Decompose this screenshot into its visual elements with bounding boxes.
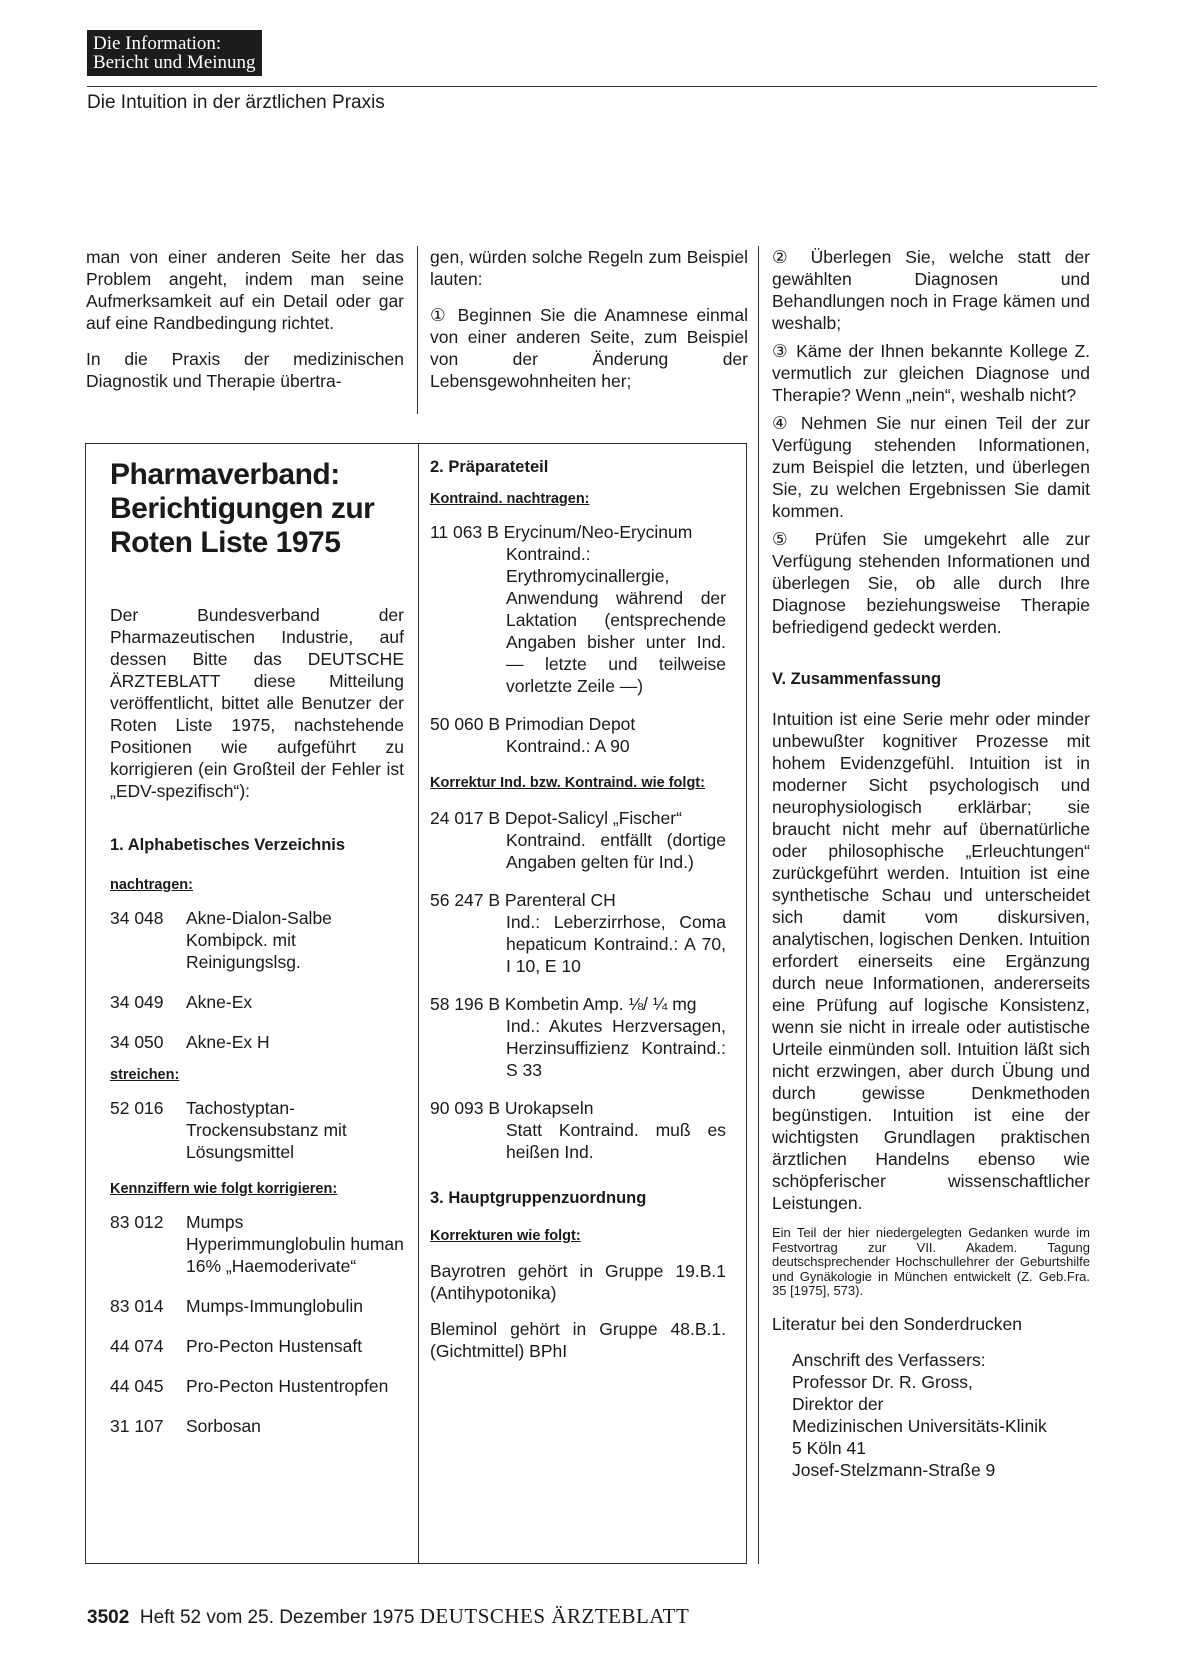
- section-tag: [87, 30, 262, 76]
- list-entry: [110, 1295, 404, 1317]
- subheading: Korrekturen wie folgt:: [430, 1228, 581, 1244]
- entry-text: Akne-Dialon-Salbe Kombipck. mit Reinigungslsg.: [186, 908, 332, 972]
- col1-text: [86, 246, 404, 406]
- entry-text: Tachostyptan-Trockensubstanz mit Lösungsmittel: [186, 1098, 347, 1162]
- product-name: 90 093 B Urokapseln: [430, 1098, 594, 1118]
- list-entry: [110, 1097, 404, 1163]
- notice-title: Pharmaverband: Berichtigungen zur Roten Liste 1975: [110, 458, 375, 559]
- product-correction: Ind.: Leberzirrhose, Coma hepaticum Kontraind.: A 70, I 10, E 10: [506, 912, 726, 976]
- product-name: 58 196 B Kombetin Amp. ⅛/ ¼ mg: [430, 994, 697, 1014]
- product-name: 24 017 B Depot-Salicyl „Fischer“: [430, 808, 682, 828]
- entry-list: [110, 1211, 404, 1437]
- section-heading: 1. Alphabetisches Verzeichnis: [110, 836, 346, 854]
- summary-paragraph: Intuition ist eine Serie mehr oder minder unbewußter kognitiver Prozesse mit hohem Evidenzgefühl. Intuition ist in moderner Sicht psychologisch und neurophysiologisch erklärbar; sie braucht nicht mehr auf übernatürliche oder philosophische „Erleuchtungen“ zurückgeführt werden. Intuition ist eine synthetische Schau und unterscheidet sich damit vom diskursiven, analytischen, logischen Denken. Intuition erfordert einerseits eine Ergänzung durch neue Informationen, andererseits eine Prüfung auf logische Konsistenz, wenn sie nicht in irreale oder autistische Urteile einmünden soll. Intuition läßt sich nicht erzwingen, aber durch Übung und durch gewisse Denkmethoden begünstigen. Intuition ist eine der wichtigsten Grundlagen praktischen ärztlichen Handelns ebenso wie schöpferischer wissenschaftlicher Leistungen.: [772, 709, 1090, 1213]
- product-name: 50 060 B Primodian Depot: [430, 714, 636, 734]
- author-address: [772, 1349, 1090, 1481]
- address-line: 5 Köln 41: [792, 1437, 866, 1458]
- column-rule: [758, 246, 759, 1564]
- product-entry: [430, 993, 726, 1081]
- running-title: Die Intuition in der ärztlichen Praxis: [87, 92, 385, 113]
- product-entry: [430, 713, 726, 757]
- list-entry: [110, 1211, 404, 1277]
- entry-list: [110, 1097, 404, 1163]
- entry-number: 34 049: [110, 992, 164, 1012]
- entry-number: 34 050: [110, 1032, 164, 1052]
- col2-paragraph: ① Beginnen Sie die Anamnese einmal von einer anderen Seite, zum Beispiel von der Änderung der Lebensgewohnheiten her;: [430, 305, 748, 391]
- product-name: 56 247 B Parenteral CH: [430, 890, 616, 910]
- product-entry: [430, 807, 726, 873]
- col3-paragraph: ⑤ Prüfen Sie umgekehrt alle zur Verfügung stehenden Informationen und überlegen Sie, ob alle durch Ihre Diagnose beziehungsweise Therapie befriedigend gedeckt werden.: [772, 529, 1090, 637]
- address-line: Anschrift des Verfassers:: [792, 1349, 986, 1370]
- product-entry: [430, 1097, 726, 1163]
- product-correction: Statt Kontraind. muß es heißen Ind.: [506, 1120, 726, 1162]
- product-correction: Ind.: Akutes Herzversagen, Herzinsuffizienz Kontraind.: S 33: [506, 1016, 726, 1080]
- section-heading: V. Zusammenfassung: [772, 670, 942, 688]
- entry-text: Akne-Ex H: [186, 1032, 270, 1052]
- subheading: Korrektur Ind. bzw. Kontraind. wie folgt:: [430, 775, 705, 791]
- page-number: 3502: [87, 1607, 130, 1628]
- section-tag-line2: Bericht und Meinung: [93, 52, 256, 73]
- entry-list: [430, 807, 726, 1163]
- product-name: 11 063 B Erycinum/Neo-Erycinum: [430, 522, 693, 542]
- address-line: Medizinischen Universitäts-Klinik: [792, 1415, 1047, 1436]
- product-correction: Kontraind.: A 90: [506, 736, 630, 756]
- col3-paragraph: ③ Käme der Ihnen bekannte Kollege Z. vermutlich zur gleichen Diagnose und Therapie? Wenn „nein“, weshalb nicht?: [772, 341, 1090, 405]
- col2-text: [430, 246, 748, 406]
- notice-right-column: [430, 458, 726, 1362]
- entry-number: 31 107: [110, 1416, 164, 1436]
- entry-number: 44 074: [110, 1336, 164, 1356]
- col3-text: [772, 246, 1090, 1481]
- entry-list: [110, 907, 404, 1053]
- entry-number: 83 012: [110, 1212, 164, 1232]
- address-line: Direktor der: [792, 1393, 884, 1414]
- issue-info: Heft 52 vom 25. Dezember 1975: [139, 1607, 415, 1628]
- entry-text: Pro-Pecton Hustensaft: [186, 1336, 363, 1356]
- entry-number: 44 045: [110, 1376, 164, 1396]
- notice-box-divider: [418, 443, 419, 1564]
- section-heading: 3. Hauptgruppenzuordnung: [430, 1189, 647, 1207]
- subheading: nachtragen:: [110, 877, 193, 893]
- list-entry: [110, 907, 404, 973]
- list-entry: [110, 1415, 404, 1437]
- page-footer: [87, 1604, 689, 1629]
- entry-number: 83 014: [110, 1296, 164, 1316]
- entry-list: [430, 521, 726, 757]
- footnote: Ein Teil der hier niedergelegten Gedanken wurde im Festvortrag zur VII. Akadem. Tagung deutschsprechender Hochschullehrer der Geburtshilfe und Gynäkologie in München entwickelt (Z. Geb.Fra. 35 [1975], 573).: [772, 1225, 1090, 1298]
- col3-paragraph: ④ Nehmen Sie nur einen Teil der zur Verfügung stehenden Informationen, zum Beispiel die letzten, und überlegen Sie, zu welchen Ergebnissen Sie damit kommen.: [772, 413, 1090, 521]
- product-entry: [430, 521, 726, 697]
- list-entry: [110, 1375, 404, 1397]
- list-entry: [110, 1031, 404, 1053]
- section-heading: 2. Präparateteil: [430, 458, 549, 476]
- column-rule: [417, 246, 418, 414]
- entry-text: Mumps Hyperimmunglobulin human 16% „Haemoderivate“: [186, 1212, 404, 1276]
- product-correction: Kontraind.: Erythromycinallergie, Anwendung während der Laktation (entsprechende Angaben bisher unter Ind. — letzte und teilweise vorletzte Zeile —): [506, 544, 726, 696]
- entry-text: Mumps-Immunglobulin: [186, 1296, 364, 1316]
- entry-text: Pro-Pecton Hustentropfen: [186, 1376, 389, 1396]
- col1-paragraph: man von einer anderen Seite her das Problem angeht, indem man seine Aufmerksamkeit auf ein Detail oder gar auf eine Randbedingung richtet.: [86, 247, 404, 333]
- list-entry: [110, 991, 404, 1013]
- list-entry: [110, 1335, 404, 1357]
- entry-text: Akne-Ex: [186, 992, 253, 1012]
- literature-note: Literatur bei den Sonderdrucken: [772, 1313, 1023, 1334]
- subheading: Kennziffern wie folgt korrigieren:: [110, 1181, 338, 1197]
- group-correction: Bleminol gehört in Gruppe 48.B.1. (Gichtmittel) BPhI: [430, 1319, 726, 1361]
- address-line: Professor Dr. R. Gross,: [792, 1371, 973, 1392]
- magazine-title: DEUTSCHES ÄRZTEBLATT: [419, 1604, 690, 1628]
- address-line: Josef-Stelzmann-Straße 9: [792, 1459, 996, 1480]
- section-tag-line1: Die Information:: [93, 33, 222, 54]
- col2-paragraph: gen, würden solche Regeln zum Beispiel lauten:: [430, 247, 748, 289]
- col3-paragraph: ② Überlegen Sie, welche statt der gewählten Diagnosen und Behandlungen noch in Frage kämen und weshalb;: [772, 247, 1090, 333]
- subheading: Kontraind. nachtragen:: [430, 491, 590, 507]
- notice-intro: Der Bundesverband der Pharmazeutischen Industrie, auf dessen Bitte das DEUTSCHE ÄRZTEBLATT diese Mitteilung veröffentlicht, bittet alle Benutzer der Roten Liste 1975, nachstehende Positionen wie aufgeführt zu korrigieren (ein Großteil der Fehler ist „EDV-spezifisch“):: [110, 605, 404, 801]
- entry-number: 34 048: [110, 908, 164, 928]
- product-entry: [430, 889, 726, 977]
- header-rule: [87, 86, 1097, 87]
- subheading: streichen:: [110, 1067, 180, 1083]
- group-correction: Bayrotren gehört in Gruppe 19.B.1 (Antihypotonika): [430, 1261, 726, 1303]
- entry-text: Sorbosan: [186, 1416, 261, 1436]
- entry-number: 52 016: [110, 1098, 164, 1118]
- product-correction: Kontraind. entfällt (dortige Angaben gelten für Ind.): [506, 830, 726, 872]
- col1-paragraph: In die Praxis der medizinischen Diagnostik und Therapie übertra-: [86, 349, 404, 391]
- notice-left-column: [110, 458, 404, 1455]
